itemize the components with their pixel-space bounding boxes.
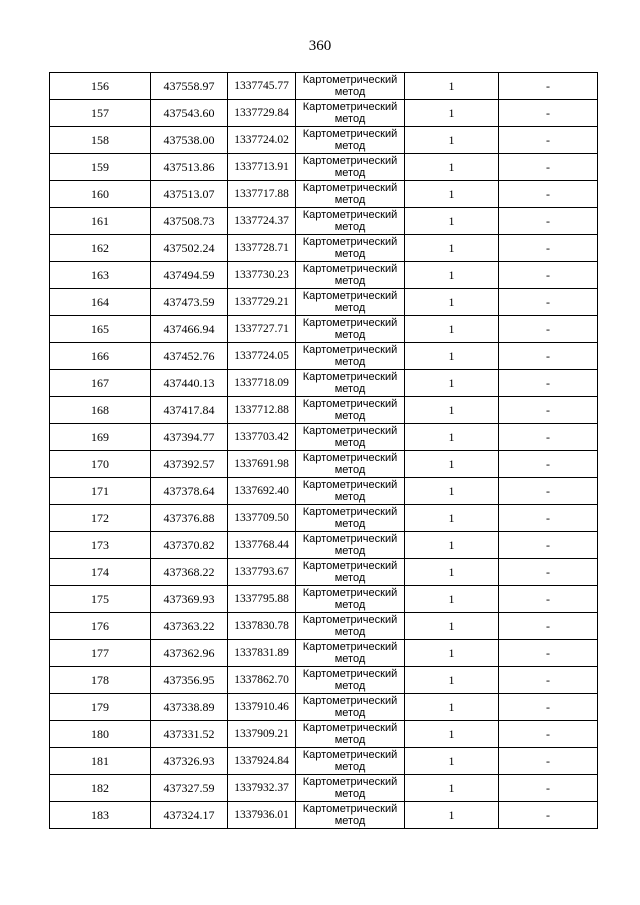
page-number: 360 xyxy=(308,38,332,54)
method-cell xyxy=(296,559,405,586)
y-coordinate-cell: 1337793.67 xyxy=(228,559,296,586)
method-label-line1: Картометрический xyxy=(302,182,398,194)
method-label-line1: Картометрический xyxy=(302,560,398,572)
method-label-line2: метод xyxy=(334,626,366,638)
description-cell: - xyxy=(499,316,598,343)
description-cell: - xyxy=(499,667,598,694)
description-cell: - xyxy=(499,613,598,640)
x-coordinate-cell: 437513.07 xyxy=(151,181,228,208)
description-cell: - xyxy=(499,127,598,154)
accuracy-cell: 1 xyxy=(405,343,499,370)
point-number-cell: 161 xyxy=(50,208,151,235)
y-coordinate-cell: 1337718.09 xyxy=(228,370,296,397)
description-cell: - xyxy=(499,694,598,721)
point-number-cell: 172 xyxy=(50,505,151,532)
method-cell xyxy=(296,73,405,100)
method-label-line2: метод xyxy=(334,653,366,665)
y-coordinate-cell: 1337936.01 xyxy=(228,802,296,829)
table-row xyxy=(50,262,598,289)
method-label-line2: метод xyxy=(334,599,366,611)
x-coordinate-cell: 437417.84 xyxy=(151,397,228,424)
table-row xyxy=(50,100,598,127)
method-cell xyxy=(296,505,405,532)
table-row xyxy=(50,640,598,667)
method-label-line1: Картометрический xyxy=(302,263,398,275)
point-number-cell: 177 xyxy=(50,640,151,667)
point-number-cell: 181 xyxy=(50,748,151,775)
table-row xyxy=(50,613,598,640)
y-coordinate-cell: 1337728.71 xyxy=(228,235,296,262)
method-label-line2: метод xyxy=(334,518,366,530)
point-number-cell: 159 xyxy=(50,154,151,181)
x-coordinate-cell: 437327.59 xyxy=(151,775,228,802)
y-coordinate-cell: 1337692.40 xyxy=(228,478,296,505)
description-cell: - xyxy=(499,802,598,829)
description-cell: - xyxy=(499,73,598,100)
point-number-cell: 183 xyxy=(50,802,151,829)
point-number-cell: 156 xyxy=(50,73,151,100)
point-number-cell: 168 xyxy=(50,397,151,424)
method-label-line1: Картометрический xyxy=(302,533,398,545)
y-coordinate-cell: 1337713.91 xyxy=(228,154,296,181)
method-label-line1: Картометрический xyxy=(302,614,398,626)
method-label-line2: метод xyxy=(334,194,366,206)
method-label-line2: метод xyxy=(334,572,366,584)
description-cell: - xyxy=(499,154,598,181)
method-cell xyxy=(296,640,405,667)
method-label-line2: метод xyxy=(334,437,366,449)
description-cell: - xyxy=(499,262,598,289)
x-coordinate-cell: 437466.94 xyxy=(151,316,228,343)
x-coordinate-cell: 437338.89 xyxy=(151,694,228,721)
description-cell: - xyxy=(499,397,598,424)
method-cell xyxy=(296,289,405,316)
table-row xyxy=(50,370,598,397)
method-label-line1: Картометрический xyxy=(302,803,398,815)
accuracy-cell: 1 xyxy=(405,640,499,667)
point-number-cell: 165 xyxy=(50,316,151,343)
table-row xyxy=(50,532,598,559)
y-coordinate-cell: 1337909.21 xyxy=(228,721,296,748)
method-label-line2: метод xyxy=(334,545,366,557)
x-coordinate-cell: 437440.13 xyxy=(151,370,228,397)
method-cell xyxy=(296,343,405,370)
description-cell: - xyxy=(499,559,598,586)
accuracy-cell: 1 xyxy=(405,370,499,397)
y-coordinate-cell: 1337730.23 xyxy=(228,262,296,289)
method-label-line1: Картометрический xyxy=(302,74,398,86)
method-cell xyxy=(296,208,405,235)
description-cell: - xyxy=(499,343,598,370)
method-cell xyxy=(296,424,405,451)
description-cell: - xyxy=(499,181,598,208)
y-coordinate-cell: 1337691.98 xyxy=(228,451,296,478)
x-coordinate-cell: 437392.57 xyxy=(151,451,228,478)
accuracy-cell: 1 xyxy=(405,73,499,100)
method-label-line1: Картометрический xyxy=(302,452,398,464)
method-cell xyxy=(296,316,405,343)
point-number-cell: 173 xyxy=(50,532,151,559)
method-label-line2: метод xyxy=(334,491,366,503)
point-number-cell: 169 xyxy=(50,424,151,451)
point-number-cell: 171 xyxy=(50,478,151,505)
x-coordinate-cell: 437502.24 xyxy=(151,235,228,262)
y-coordinate-cell: 1337745.77 xyxy=(228,73,296,100)
accuracy-cell: 1 xyxy=(405,586,499,613)
coordinates-table-body xyxy=(50,73,598,829)
method-label-line1: Картометрический xyxy=(302,128,398,140)
method-label-line1: Картометрический xyxy=(302,749,398,761)
x-coordinate-cell: 437394.77 xyxy=(151,424,228,451)
description-cell: - xyxy=(499,775,598,802)
description-cell: - xyxy=(499,235,598,262)
description-cell: - xyxy=(499,640,598,667)
point-number-cell: 176 xyxy=(50,613,151,640)
y-coordinate-cell: 1337703.42 xyxy=(228,424,296,451)
accuracy-cell: 1 xyxy=(405,748,499,775)
description-cell: - xyxy=(499,586,598,613)
accuracy-cell: 1 xyxy=(405,613,499,640)
method-label-line1: Картометрический xyxy=(302,641,398,653)
method-label-line2: метод xyxy=(334,707,366,719)
accuracy-cell: 1 xyxy=(405,721,499,748)
method-cell xyxy=(296,802,405,829)
table-row xyxy=(50,127,598,154)
accuracy-cell: 1 xyxy=(405,289,499,316)
method-cell xyxy=(296,478,405,505)
method-label-line2: метод xyxy=(334,410,366,422)
method-label-line1: Картометрический xyxy=(302,344,398,356)
y-coordinate-cell: 1337712.88 xyxy=(228,397,296,424)
method-label-line1: Картометрический xyxy=(302,587,398,599)
table-row xyxy=(50,235,598,262)
table-row xyxy=(50,559,598,586)
accuracy-cell: 1 xyxy=(405,451,499,478)
x-coordinate-cell: 437494.59 xyxy=(151,262,228,289)
x-coordinate-cell: 437331.52 xyxy=(151,721,228,748)
point-number-cell: 160 xyxy=(50,181,151,208)
x-coordinate-cell: 437356.95 xyxy=(151,667,228,694)
x-coordinate-cell: 437538.00 xyxy=(151,127,228,154)
method-cell xyxy=(296,694,405,721)
y-coordinate-cell: 1337729.84 xyxy=(228,100,296,127)
method-label-line1: Картометрический xyxy=(302,668,398,680)
point-number-cell: 170 xyxy=(50,451,151,478)
x-coordinate-cell: 437326.93 xyxy=(151,748,228,775)
accuracy-cell: 1 xyxy=(405,775,499,802)
x-coordinate-cell: 437543.60 xyxy=(151,100,228,127)
method-label-line2: метод xyxy=(334,815,366,827)
accuracy-cell: 1 xyxy=(405,694,499,721)
y-coordinate-cell: 1337709.50 xyxy=(228,505,296,532)
table-row xyxy=(50,721,598,748)
y-coordinate-cell: 1337910.46 xyxy=(228,694,296,721)
method-label-line2: метод xyxy=(334,248,366,260)
description-cell: - xyxy=(499,721,598,748)
point-number-cell: 163 xyxy=(50,262,151,289)
point-number-cell: 180 xyxy=(50,721,151,748)
description-cell: - xyxy=(499,100,598,127)
method-label-line2: метод xyxy=(334,761,366,773)
point-number-cell: 182 xyxy=(50,775,151,802)
method-label-line2: метод xyxy=(334,113,366,125)
method-label-line2: метод xyxy=(334,329,366,341)
description-cell: - xyxy=(499,478,598,505)
table-row xyxy=(50,667,598,694)
method-label-line1: Картометрический xyxy=(302,425,398,437)
method-cell xyxy=(296,154,405,181)
accuracy-cell: 1 xyxy=(405,316,499,343)
method-label-line2: метод xyxy=(334,140,366,152)
accuracy-cell: 1 xyxy=(405,667,499,694)
method-label-line1: Картометрический xyxy=(302,155,398,167)
method-label-line2: метод xyxy=(334,86,366,98)
description-cell: - xyxy=(499,289,598,316)
method-label-line1: Картометрический xyxy=(302,695,398,707)
method-cell xyxy=(296,397,405,424)
table-row xyxy=(50,478,598,505)
accuracy-cell: 1 xyxy=(405,559,499,586)
method-label-line2: метод xyxy=(334,356,366,368)
x-coordinate-cell: 437378.64 xyxy=(151,478,228,505)
x-coordinate-cell: 437363.22 xyxy=(151,613,228,640)
point-number-cell: 179 xyxy=(50,694,151,721)
x-coordinate-cell: 437513.86 xyxy=(151,154,228,181)
x-coordinate-cell: 437370.82 xyxy=(151,532,228,559)
method-cell xyxy=(296,775,405,802)
method-cell xyxy=(296,235,405,262)
table-row xyxy=(50,154,598,181)
description-cell: - xyxy=(499,505,598,532)
accuracy-cell: 1 xyxy=(405,181,499,208)
method-label-line1: Картометрический xyxy=(302,101,398,113)
y-coordinate-cell: 1337932.37 xyxy=(228,775,296,802)
method-label-line1: Картометрический xyxy=(302,722,398,734)
table-row xyxy=(50,289,598,316)
method-cell xyxy=(296,127,405,154)
method-cell xyxy=(296,748,405,775)
point-number-cell: 174 xyxy=(50,559,151,586)
y-coordinate-cell: 1337830.78 xyxy=(228,613,296,640)
accuracy-cell: 1 xyxy=(405,208,499,235)
accuracy-cell: 1 xyxy=(405,424,499,451)
y-coordinate-cell: 1337862.70 xyxy=(228,667,296,694)
accuracy-cell: 1 xyxy=(405,235,499,262)
point-number-cell: 175 xyxy=(50,586,151,613)
table-row xyxy=(50,316,598,343)
accuracy-cell: 1 xyxy=(405,478,499,505)
method-label-line1: Картометрический xyxy=(302,290,398,302)
y-coordinate-cell: 1337717.88 xyxy=(228,181,296,208)
description-cell: - xyxy=(499,208,598,235)
method-label-line2: метод xyxy=(334,788,366,800)
method-label-line1: Картометрический xyxy=(302,776,398,788)
y-coordinate-cell: 1337729.21 xyxy=(228,289,296,316)
y-coordinate-cell: 1337831.89 xyxy=(228,640,296,667)
accuracy-cell: 1 xyxy=(405,154,499,181)
table-row xyxy=(50,424,598,451)
method-cell xyxy=(296,586,405,613)
description-cell: - xyxy=(499,748,598,775)
table-row xyxy=(50,694,598,721)
method-label-line2: метод xyxy=(334,275,366,287)
method-label-line1: Картометрический xyxy=(302,236,398,248)
method-cell xyxy=(296,100,405,127)
method-label-line2: метод xyxy=(334,734,366,746)
method-label-line2: метод xyxy=(334,167,366,179)
method-label-line1: Картометрический xyxy=(302,398,398,410)
x-coordinate-cell: 437324.17 xyxy=(151,802,228,829)
table-row xyxy=(50,802,598,829)
method-cell xyxy=(296,181,405,208)
method-label-line2: метод xyxy=(334,383,366,395)
method-label-line1: Картометрический xyxy=(302,479,398,491)
table-row xyxy=(50,505,598,532)
x-coordinate-cell: 437558.97 xyxy=(151,73,228,100)
table-row xyxy=(50,343,598,370)
table-row xyxy=(50,748,598,775)
table-row xyxy=(50,181,598,208)
y-coordinate-cell: 1337724.02 xyxy=(228,127,296,154)
method-cell xyxy=(296,613,405,640)
method-cell xyxy=(296,667,405,694)
method-label-line2: метод xyxy=(334,302,366,314)
method-label-line2: метод xyxy=(334,680,366,692)
method-cell xyxy=(296,262,405,289)
method-label-line1: Картометрический xyxy=(302,371,398,383)
method-cell xyxy=(296,721,405,748)
point-number-cell: 157 xyxy=(50,100,151,127)
description-cell: - xyxy=(499,424,598,451)
x-coordinate-cell: 437369.93 xyxy=(151,586,228,613)
description-cell: - xyxy=(499,370,598,397)
x-coordinate-cell: 437362.96 xyxy=(151,640,228,667)
accuracy-cell: 1 xyxy=(405,127,499,154)
method-cell xyxy=(296,370,405,397)
y-coordinate-cell: 1337727.71 xyxy=(228,316,296,343)
accuracy-cell: 1 xyxy=(405,532,499,559)
accuracy-cell: 1 xyxy=(405,262,499,289)
accuracy-cell: 1 xyxy=(405,505,499,532)
point-number-cell: 158 xyxy=(50,127,151,154)
table-row xyxy=(50,73,598,100)
table-row xyxy=(50,451,598,478)
point-number-cell: 164 xyxy=(50,289,151,316)
method-cell xyxy=(296,532,405,559)
point-number-cell: 162 xyxy=(50,235,151,262)
method-label-line1: Картометрический xyxy=(302,506,398,518)
y-coordinate-cell: 1337924.84 xyxy=(228,748,296,775)
description-cell: - xyxy=(499,451,598,478)
y-coordinate-cell: 1337724.05 xyxy=(228,343,296,370)
x-coordinate-cell: 437508.73 xyxy=(151,208,228,235)
point-number-cell: 178 xyxy=(50,667,151,694)
x-coordinate-cell: 437376.88 xyxy=(151,505,228,532)
method-cell xyxy=(296,451,405,478)
table-row xyxy=(50,397,598,424)
x-coordinate-cell: 437473.59 xyxy=(151,289,228,316)
point-number-cell: 167 xyxy=(50,370,151,397)
table-row xyxy=(50,208,598,235)
y-coordinate-cell: 1337795.88 xyxy=(228,586,296,613)
method-label-line1: Картометрический xyxy=(302,317,398,329)
y-coordinate-cell: 1337724.37 xyxy=(228,208,296,235)
description-cell: - xyxy=(499,532,598,559)
x-coordinate-cell: 437368.22 xyxy=(151,559,228,586)
accuracy-cell: 1 xyxy=(405,100,499,127)
accuracy-cell: 1 xyxy=(405,802,499,829)
method-label-line1: Картометрический xyxy=(302,209,398,221)
point-number-cell: 166 xyxy=(50,343,151,370)
coordinates-table xyxy=(49,72,598,829)
method-label-line2: метод xyxy=(334,221,366,233)
table-row xyxy=(50,586,598,613)
accuracy-cell: 1 xyxy=(405,397,499,424)
y-coordinate-cell: 1337768.44 xyxy=(228,532,296,559)
table-row xyxy=(50,775,598,802)
method-label-line2: метод xyxy=(334,464,366,476)
x-coordinate-cell: 437452.76 xyxy=(151,343,228,370)
